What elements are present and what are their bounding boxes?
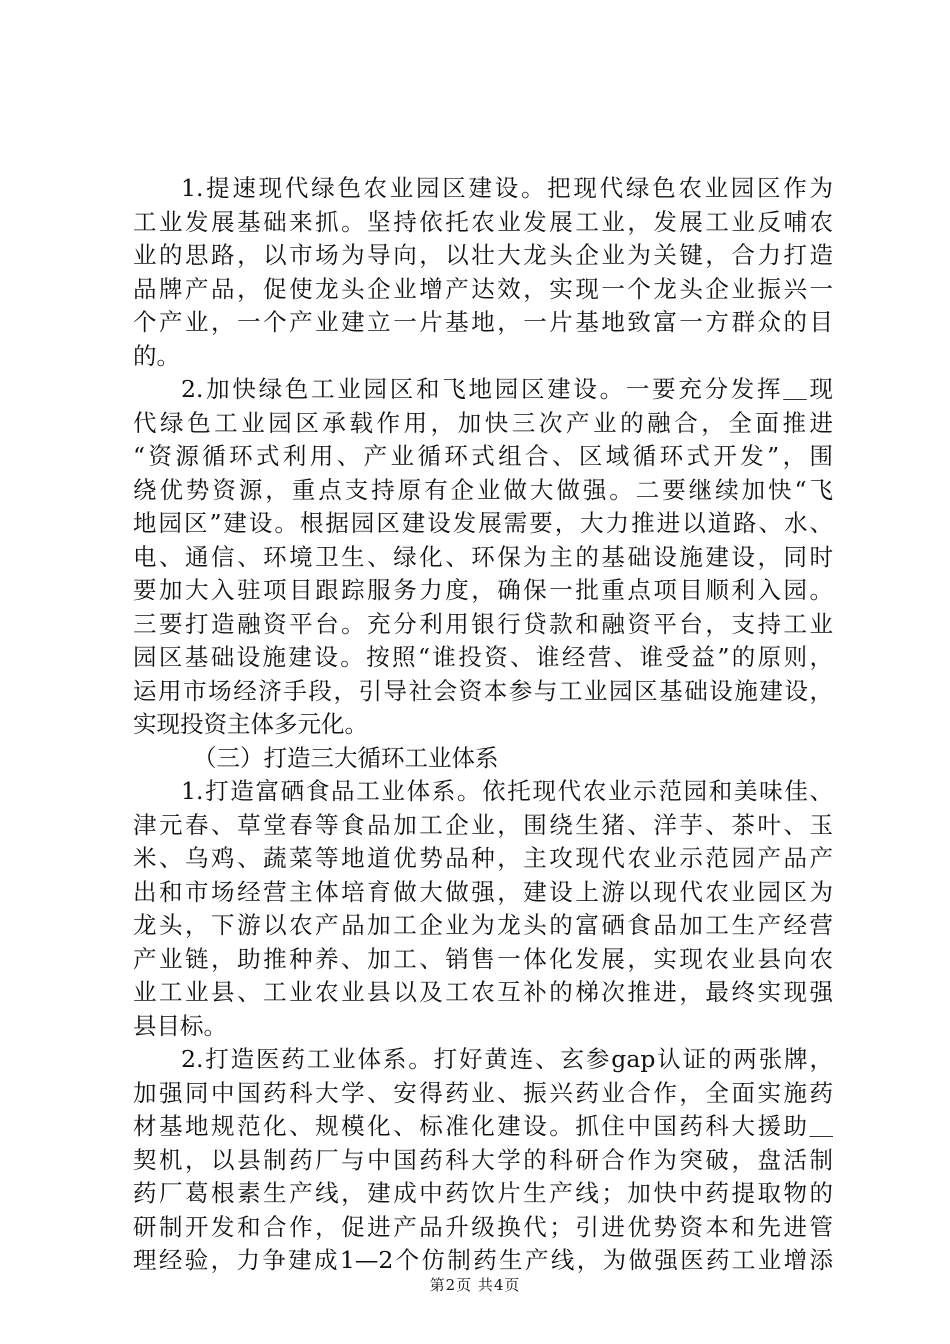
text-line: 产业链，助推种养、加工、销售一体化发展，实现农业县向农 bbox=[133, 944, 833, 973]
text-line: 2.打造医药工业体系。打好黄连、玄参gap认证的两张牌， bbox=[181, 1045, 833, 1073]
text-line: 研制开发和合作，促进产品升级换代；引进优势资本和先进管 bbox=[133, 1212, 833, 1241]
page-footer: 第2页 共4页 bbox=[429, 1276, 521, 1294]
text-line: 品牌产品，促使龙头企业增产达效，实现一个龙头企业振兴一 bbox=[133, 274, 833, 303]
text-line: 绕优势资源，重点支持原有企业做大做强。二要继续加快“飞 bbox=[133, 475, 833, 504]
text-line: 实现投资主体多元化。 bbox=[133, 710, 368, 738]
text-line: 加强同中国药科大学、安得药业、振兴药业合作，全面实施药 bbox=[133, 1078, 833, 1107]
text-line: （三）打造三大循环工业体系 bbox=[193, 743, 499, 772]
text-line: 契机，以县制药厂与中国药科大学的科研合作为突破，盘活制 bbox=[133, 1145, 833, 1174]
text-line: 龙头，下游以农产品加工企业为龙头的富硒食品加工生产经营 bbox=[133, 911, 833, 939]
text-line: 2.加快绿色工业园区和飞地园区建设。一要充分发挥＿现 bbox=[181, 375, 833, 403]
text-line: 米、乌鸡、蔬菜等地道优势品种，主攻现代农业示范园产品产 bbox=[133, 844, 833, 872]
text-line: 园区基础设施建设。按照“谁投资、谁经营、谁受益”的原则， bbox=[133, 643, 833, 671]
text-line: 运用市场经济手段，引导社会资本参与工业园区基础设施建设， bbox=[133, 676, 833, 705]
text-line: 县目标。 bbox=[133, 1011, 227, 1040]
text-line: 三要打造融资平台。充分利用银行贷款和融资平台，支持工业 bbox=[133, 609, 833, 638]
text-line: 个产业，一个产业建立一片基地，一片基地致富一方群众的目 bbox=[133, 308, 833, 336]
text-line: 地园区”建设。根据园区建设发展需要，大力推进以道路、水、 bbox=[133, 509, 833, 537]
text-line: “资源循环式利用、产业循环式组合、区域循环式开发”，围 bbox=[133, 442, 833, 470]
text-line: 业工业县、工业农业县以及工农互补的梯次推进，最终实现强 bbox=[133, 978, 833, 1006]
text-line: 业的思路，以市场为导向，以壮大龙头企业为关键，合力打造 bbox=[133, 241, 833, 269]
text-line: 的。 bbox=[133, 341, 180, 370]
text-line: 药厂葛根素生产线，建成中药饮片生产线；加快中药提取物的 bbox=[133, 1179, 833, 1207]
text-line: 1.打造富硒食品工业体系。依托现代农业示范园和美味佳、 bbox=[181, 777, 833, 805]
text-line: 电、通信、环境卫生、绿化、环保为主的基础设施建设，同时 bbox=[133, 542, 833, 571]
text-line: 工业发展基础来抓。坚持依托农业发展工业，发展工业反哺农 bbox=[133, 207, 833, 236]
text-line: 要加大入驻项目跟踪服务力度，确保一批重点项目顺利入园。 bbox=[133, 576, 833, 604]
text-line: 1.提速现代绿色农业园区建设。把现代绿色农业园区作为 bbox=[181, 174, 833, 202]
document-body bbox=[133, 172, 833, 1278]
text-line: 出和市场经营主体培育做大做强，建设上游以现代农业园区为 bbox=[133, 877, 833, 906]
text-line: 材基地规范化、规模化、标准化建设。抓住中国药科大援助＿ bbox=[133, 1112, 833, 1140]
text-line: 代绿色工业园区承载作用，加快三次产业的融合，全面推进 bbox=[133, 408, 833, 437]
text-line: 津元春、草堂春等食品加工企业，围绕生猪、洋芋、茶叶、玉 bbox=[133, 810, 833, 839]
text-line: 理经验，力争建成1—2个仿制药生产线，为做强医药工业增添 bbox=[133, 1246, 833, 1274]
